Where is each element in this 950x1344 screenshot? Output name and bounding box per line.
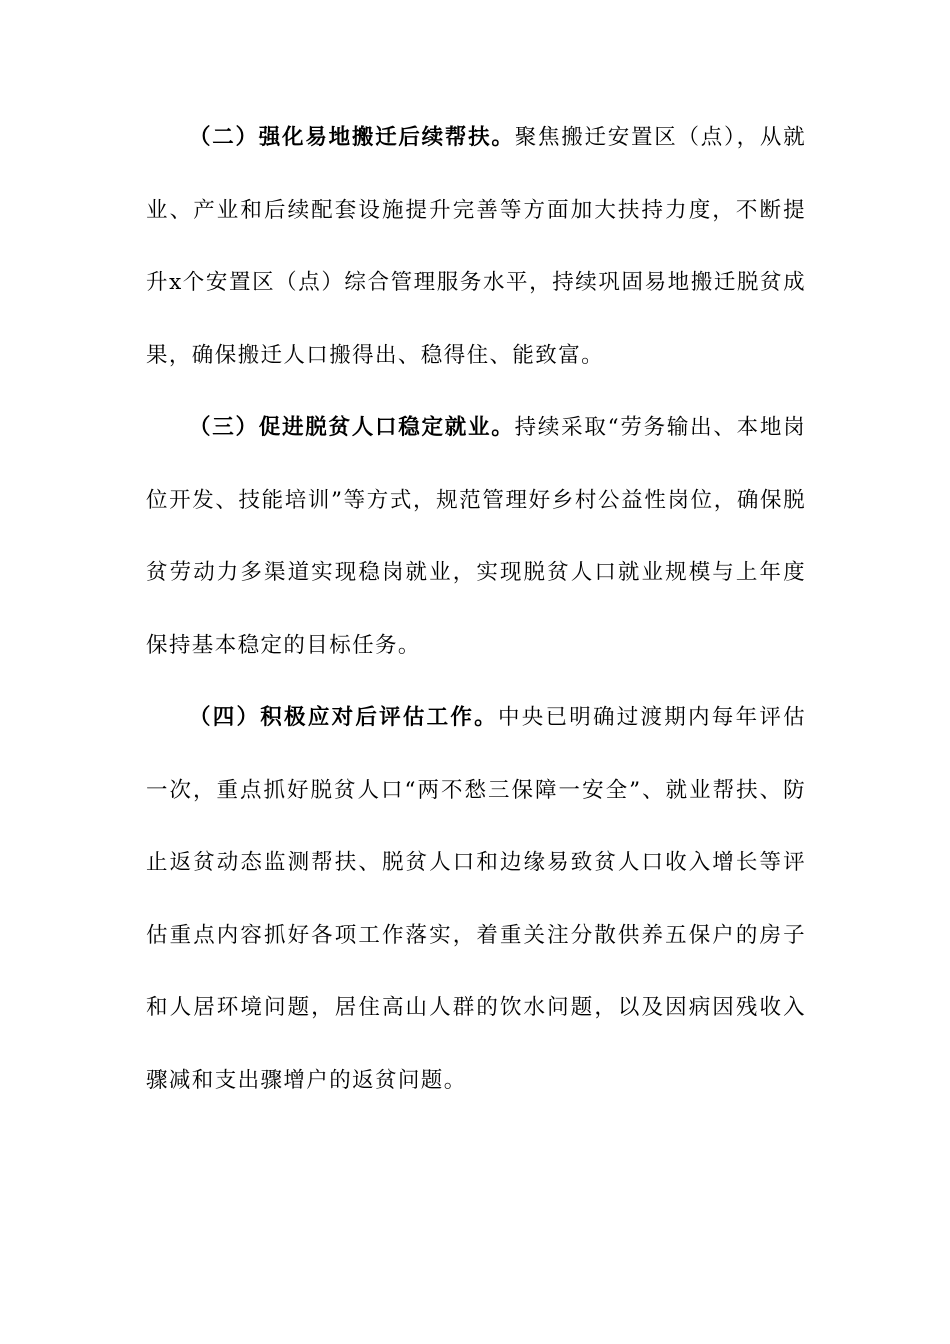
paragraph-2-text: 聚焦搬迁安置区（点），从就业、产业和后续配套设施提升完善等方面加大扶持力度，不断提升x个安置区（点）综合管理服务水平，持续巩固易地搬迁脱贫成果，确保搬迁人口搬得出、稳得住、能致富。 (146, 125, 806, 368)
paragraph-3 (146, 392, 806, 682)
paragraph-4-text: 中央已明确过渡期内每年评估一次，重点抓好脱贫人口“两不愁三保障一安全”、就业帮扶、防止返贫动态监测帮扶、脱贫人口和边缘易致贫人口收入增长等评估重点内容抓好各项工作落实，着重关注分散供养五保户的房子和人居环境问题，居住高山人群的饮水问题，以及因病因残收入骤减和支出骤增户的返贫问题。 (146, 705, 807, 1093)
paragraph-3-heading: （三）促进脱贫人口稳定就业。 (189, 415, 515, 440)
paragraph-4-heading: （四）积极应对后评估工作。 (189, 705, 498, 730)
paragraph-4 (146, 682, 806, 1117)
document-body (146, 102, 806, 1117)
paragraph-2 (146, 102, 806, 392)
paragraph-3-text: 持续采取“劳务输出、本地岗位开发、技能培训”等方式，规范管理好乡村公益性岗位，确保脱贫劳动力多渠道实现稳岗就业，实现脱贫人口就业规模与上年度保持基本稳定的目标任务。 (146, 415, 806, 658)
paragraph-2-heading: （二）强化易地搬迁后续帮扶。 (189, 125, 515, 150)
